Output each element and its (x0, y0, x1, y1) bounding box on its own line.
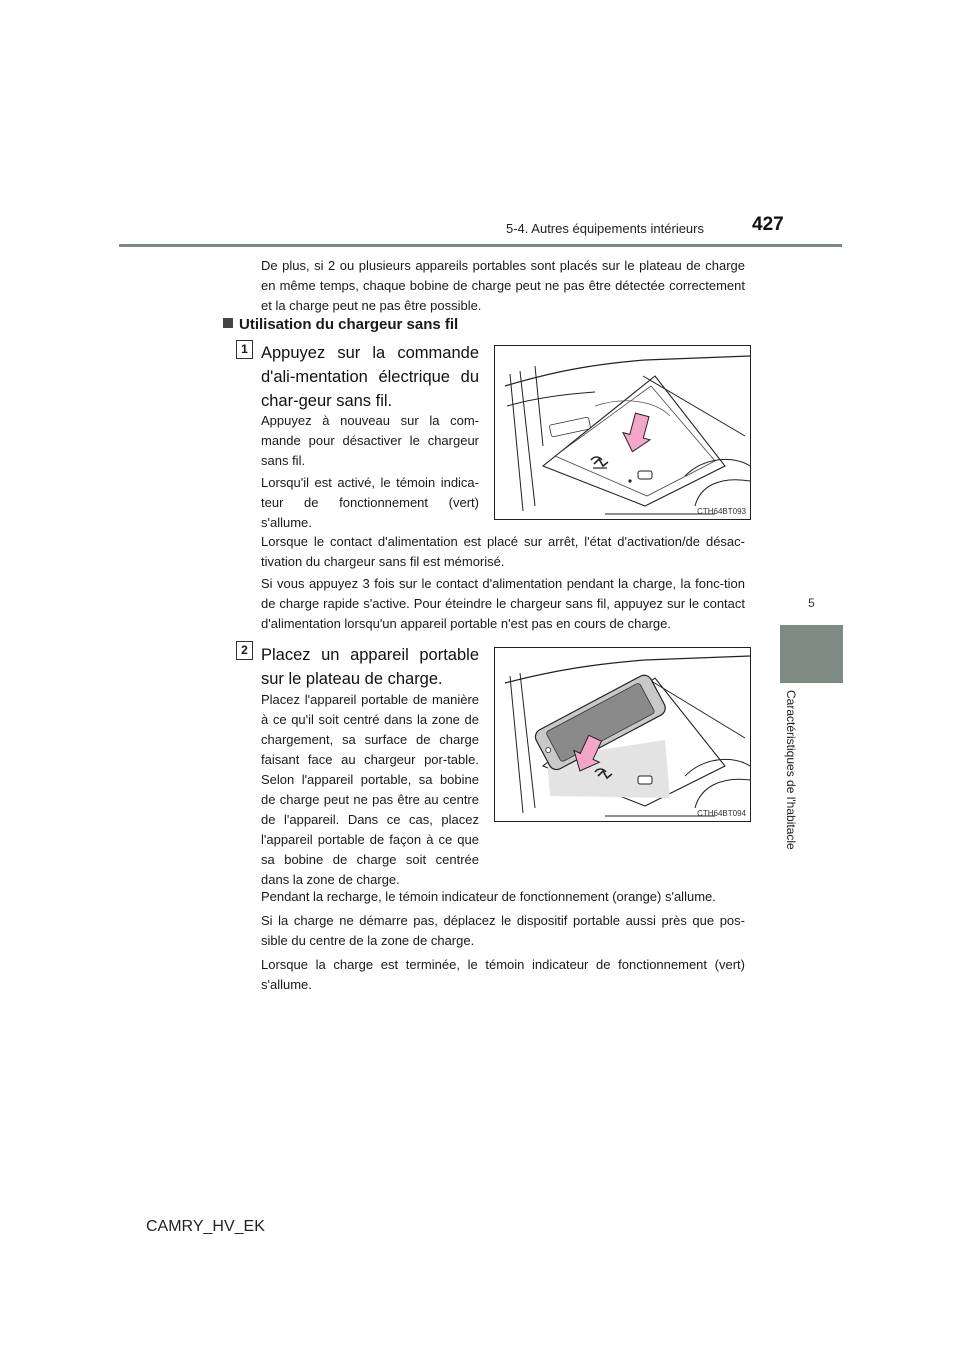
chapter-tab (780, 625, 843, 683)
charger-switch-button (638, 471, 652, 479)
pink-arrow-icon (619, 411, 656, 455)
figure-code-2: CTH64BT094 (697, 809, 746, 818)
intro-paragraph: De plus, si 2 ou plusieurs appareils portables sont placés sur le plateau de charge en même temps, chaque bobine de charge peut ne pas être détectée correctement et la charge peut ne pas être possible. (261, 258, 745, 313)
charger-tray-illustration (495, 346, 750, 519)
step-1-title: Appuyez sur la commande d'ali-mentation électrique du char-geur sans fil. (261, 344, 479, 410)
section-heading-text: Utilisation du chargeur sans fil (239, 316, 459, 333)
step-2-after-1: Pendant la recharge, le témoin indicateur de fonctionnement (orange) s'allume. (261, 889, 716, 904)
square-bullet-icon (223, 318, 233, 328)
step-2-after-3: Lorsque la charge est terminée, le témoin indicateur de fonctionnement (vert) s'allume. (261, 957, 745, 992)
step-1-after-1: Lorsque le contact d'alimentation est placé sur arrêt, l'état d'activation/de désac-tivation du chargeur sans fil est mémorisé. (261, 534, 745, 569)
step-2-note-1: Placez l'appareil portable de manière à ce qu'il soit centré dans la zone de chargement, sa surface de charge faisant face au chargeur por-table. Selon l'appareil portable, sa bobine de charge peut ne pas être au centre de l'appareil. Dans ce cas, placez l'appareil portable de façon à ce que sa bobine de charge soit centrée dans la zone de charge. (261, 692, 479, 887)
step-2-after-2: Si la charge ne démarre pas, déplacez le dispositif portable aussi près que pos-sible du centre de la zone de charge. (261, 913, 745, 948)
step-1-badge: 1 (236, 340, 253, 359)
chapter-title: Caractéristiques de l'habitacle (784, 690, 798, 850)
step-2-title: Placez un appareil portable sur le plateau de charge. (261, 646, 479, 688)
step-1-after-2: Si vous appuyez 3 fois sur le contact d'alimentation pendant la charge, la fonc-tion de charge rapide s'active. Pour éteindre le chargeur sans fil, appuyez sur le contact d'alimentation lorsqu'un appareil portable n'est pas en cours de charge. (261, 576, 745, 631)
step-1-note-2: Lorsqu'il est activé, le témoin indica-teur de fonctionnement (vert) s'allume. (261, 475, 479, 530)
step-1-note-1: Appuyez à nouveau sur la com-mande pour désactiver le chargeur sans fil. (261, 413, 479, 468)
wireless-charger-icon (591, 457, 608, 468)
header-rule (119, 244, 842, 247)
page-number: 427 (752, 214, 784, 235)
step-2-badge: 2 (236, 641, 253, 660)
header-section-title: 5-4. Autres équipements intérieurs (506, 221, 704, 236)
footer-model-code: CAMRY_HV_EK (146, 1218, 265, 1235)
figure-code-1: CTH64BT093 (697, 507, 746, 516)
figure-charger-switch (494, 345, 751, 520)
chapter-title-vertical (776, 690, 810, 880)
chapter-number: 5 (808, 596, 815, 610)
figure-place-device (494, 647, 751, 822)
device-placement-illustration (495, 648, 750, 821)
section-heading (223, 316, 458, 333)
